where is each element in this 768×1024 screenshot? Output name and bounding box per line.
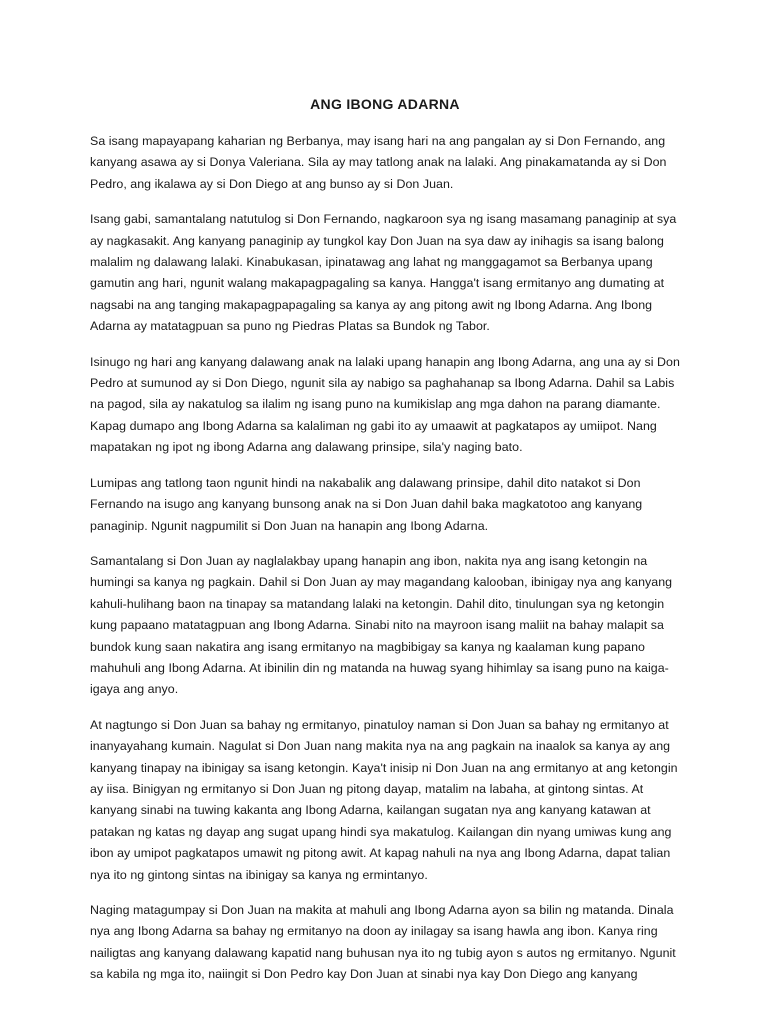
paragraph-2: Isang gabi, samantalang natutulog si Don Fernando, nagkaroon sya ng isang masamang panaginip at sya ay nagkasakit. Ang kanyang panaginip ay tungkol kay Don Juan na sya daw ay inihagis sa isang balong malalim ng dalawang lalaki. Kinabukasan, ipinatawag ang lahat ng manggagamot sa Berbanya upang gamutin ang hari, ngunit walang makapagpagaling sa kanya. Hangga't isang ermitanyo ang dumating at nagsabi na ang tanging makapagpapagaling sa kanya ay ang pitong awit ng Ibong Adarna. Ang Ibong Adarna ay matatagpuan sa puno ng Piedras Platas sa Bundok ng Tabor. <box>90 212 677 334</box>
document-title: ANG IBONG ADARNA <box>310 96 460 112</box>
paragraph-4: Lumipas ang tatlong taon ngunit hindi na nakabalik ang dalawang prinsipe, dahil dito natakot si Don Fernando na isugo ang kanyang bunsong anak na si Don Juan dahil baka magkatotoo ang kanyang panaginip. Ngunit nagpumilit si Don Juan na hanapin ang Ibong Adarna. <box>90 475 643 533</box>
paragraph-5: Samantalang si Don Juan ay naglalakbay upang hanapin ang ibon, nakita nya ang isang ketongin na humingi sa kanya ng pagkain. Dahil si Don Juan ay may magandang kalooban, ibinigay nya ang kanyang kahuli-hulihang baon na tinapay sa matandang lalaki na ketongin. Dahil dito, tinulungan sya ng ketongin kung papaano matatagpuan ang Ibong Adarna. Sinabi nito na mayroon isang maliit na bahay malapit sa bundok kung saan nakatira ang isang ermitanyo na magbibigay sa kanya ng kaalaman kung papano mahuhuli ang Ibong Adarna. At ibinilin din ng matanda na huwag syang hihimlay sa isang puno na kaiga-igaya ang anyo. <box>90 553 673 697</box>
paragraph-3: Isinugo ng hari ang kanyang dalawang anak na lalaki upang hanapin ang Ibong Adarna, ang una ay si Don Pedro at sumunod ay si Don Diego, ngunit sila ay nabigo sa paghahanap sa Ibong Adarna. Dahil sa Labis na pagod, sila ay nakatulog sa ilalim ng isang puno na kumikislap ang mga dahon na parang diamante. Kapag dumapo ang Ibong Adarna sa kalaliman ng gabi ito ay umaawit at pagkatapos ay umiipot. Nang mapatakan ng ipot ng ibong Adarna ang dalawang prinsipe, sila'y naging bato. <box>90 354 680 455</box>
paragraph-6: At nagtungo si Don Juan sa bahay ng ermitanyo, pinatuloy naman si Don Juan sa bahay ng ermitanyo at inanyayahang kumain. Nagulat si Don Juan nang makita nya na ang pagkain na inaalok sa kanya ay ang kanyang tinapay na ibinigay sa isang ketongin. Kaya't inisip ni Don Juan na ang ermitanyo at ang ketongin ay iisa. Binigyan ng ermitanyo si Don Juan ng pitong dayap, matalim na labaha, at gintong sintas. At kanyang sinabi na tuwing kakanta ang Ibong Adarna, kailangan sugatan nya ang kanyang katawan at patakan ng katas ng dayap ang sugat upang hindi sya makatulog. Kailangan din nyang umiwas kung ang ibon ay umipot pagkatapos umawit ng pitong awit. At kapag nahuli na nya ang Ibong Adarna, dapat talian nya ito ng gintong sintas na ibinigay sa kanya ng ermintanyo. <box>90 717 678 882</box>
paragraph-7: Naging matagumpay si Don Juan na makita at mahuli ang Ibong Adarna ayon sa bilin ng matanda. Dinala nya ang Ibong Adarna sa bahay ng ermitanyo na doon ay inilagay sa isang hawla ang ibon. Kanya ring nailigtas ang kanyang dalawang kapatid nang buhusan nya ito ng tubig ayon s autos ng ermitanyo. Ngunit sa kabila ng mga ito, naiingit si Don Pedro kay Don Juan at sinabi nya kay Don Diego ang kanyang <box>90 903 676 982</box>
document-body <box>90 95 680 1000</box>
paragraph-1: Sa isang mapayapang kaharian ng Berbanya, may isang hari na ang pangalan ay si Don Fernando, ang kanyang asawa ay si Donya Valeriana. Sila ay may tatlong anak na lalaki. Ang pinakamatanda ay si Don Pedro, ang ikalawa ay si Don Diego at ang bunso ay si Don Juan. <box>90 134 667 191</box>
